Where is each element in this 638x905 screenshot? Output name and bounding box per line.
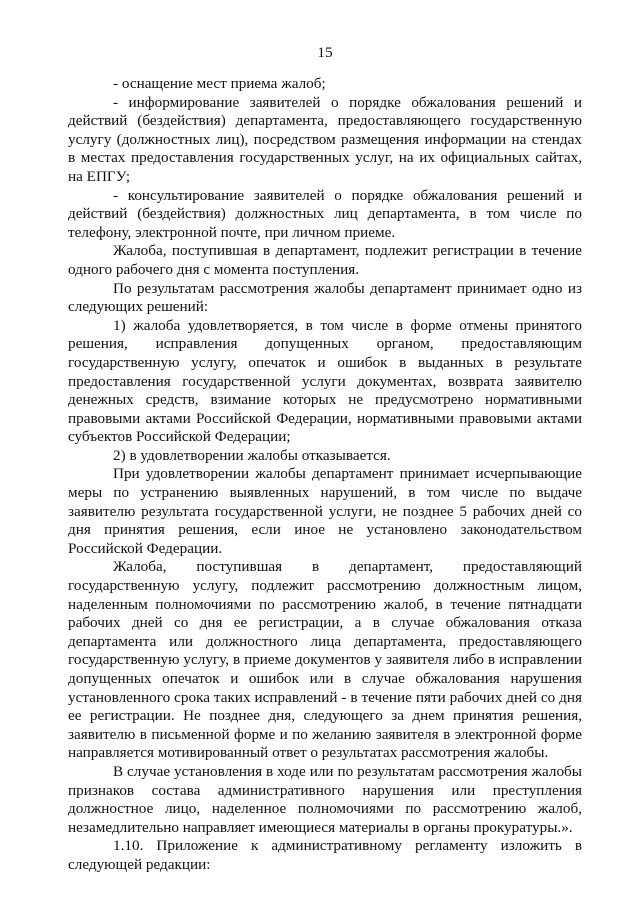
- paragraph-informing: - информирование заявителей о порядке обжалования решений и действий (бездействия) департамента, предоставляющего государственную услугу (должностных лиц), посредством размещения информации на стендах в местах предоставления государственных услуг, на их официальных сайтах, на ЕПГУ;: [68, 93, 582, 185]
- paragraph-prosecution: В случае установления в ходе или по результатам рассмотрения жалобы признаков состава административного нарушения или преступления должностное лицо, наделенное полномочиями по рассмотрению жалоб, незамедлительно направляет имеющиеся материалы в органы прокуратуры.».: [68, 762, 582, 836]
- paragraph-consulting: - консультирование заявителей о порядке обжалования решений и действий (бездействия) должностных лиц департамента, в том числе по телефону, электронной почте, при личном приеме.: [68, 186, 582, 241]
- paragraph-appendix: 1.10. Приложение к административному регламенту изложить в следующей редакции:: [68, 837, 582, 873]
- page-number: 15: [317, 44, 333, 61]
- paragraph-registration: Жалоба, поступившая в департамент, подлежит регистрации в течение одного рабочего дня с момента поступления.: [68, 242, 582, 278]
- paragraph-equipment: - оснащение мест приема жалоб;: [113, 75, 326, 92]
- paragraph-decisions-intro: По результатам рассмотрения жалобы департамент принимает одно из следующих решений:: [68, 279, 582, 316]
- paragraph-decision-1: 1) жалоба удовлетворяется, в том числе в форме отмены принятого решения, исправления допущенных органом, предоставляющим государственную услугу, опечаток и ошибок в выданных в результате предоставления государственной услуги документах, возврата заявителю денежных средств, взимание которых не предусмотрено нормативными правовыми актами Российской Федерации, нормативными правовыми актами субъектов Российской Федерации;: [68, 316, 582, 446]
- paragraph-measures: При удовлетворении жалобы департамент принимает исчерпывающие меры по устранению выявленных нарушений, в том числе по выдаче заявителю результата государственной услуги, не позднее 5 рабочих дней со дня принятия решения, если иное не установлено законодательством Российской Федерации.: [68, 465, 582, 557]
- paragraph-decision-2: 2) в удовлетворении жалобы отказывается.: [113, 446, 391, 464]
- paragraph-review-terms: Жалоба, поступившая в департамент, предоставляющий государственную услугу, подлежит рассмотрению должностным лицом, наделенным полномочиями по рассмотрению жалоб, в течение пятнадцати рабочих дней со дня ее регистрации, а в случае обжалования отказа департамента или должностного лица департамента, предоставляющего государственную услугу, в приеме документов у заявителя либо в исправлении допущенных опечаток и ошибок или в случае обжалования нарушения установленного срока таких исправлений - в течение пяти рабочих дней со дня ее регистрации. Не позднее дня, следующего за днем принятия решения, заявителю в письменной форме и по желанию заявителя в электронной форме направляется мотивированный ответ о результатах рассмотрения жалобы.: [68, 558, 582, 762]
